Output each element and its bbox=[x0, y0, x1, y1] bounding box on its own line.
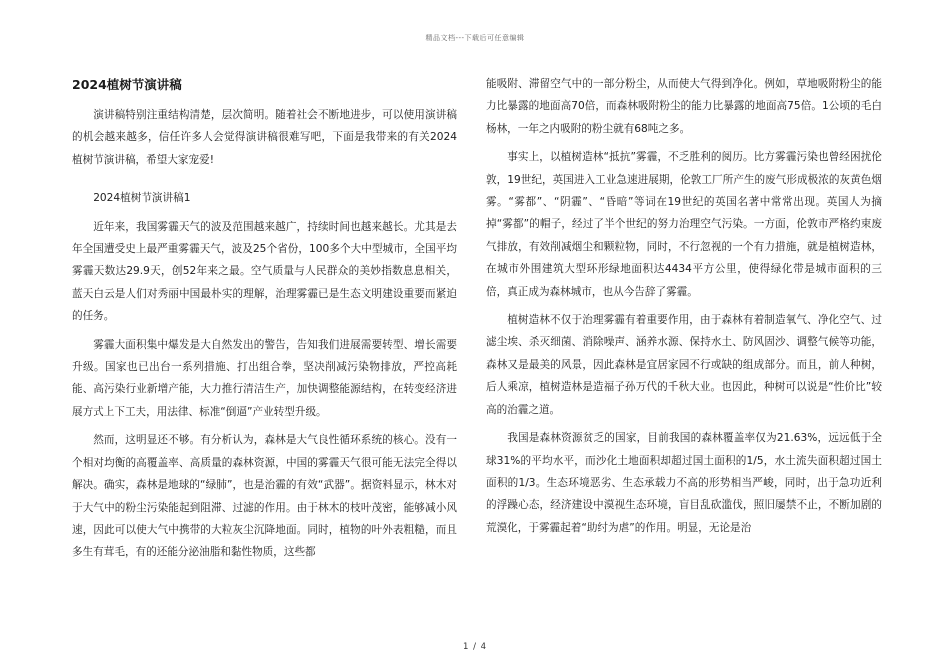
body-paragraph: 我国是森林资源贫乏的国家，目前我国的森林覆盖率仅为21.63%，远远低于全球31%的平均水平，而沙化土地面积却超过国土面积的1/5，水土流失面积超过国土面积的1/3。生态环境恶劣、生态承载力不高的形势相当严峻，同时，出于急功近利的浮躁心态，经济建设中漠视生态环境，盲目乱砍滥伐，照旧屡禁不止，不断加剧的荒漠化，于雾霾起着“助纣为虐”的作用。明显，无论是治 bbox=[486, 432, 882, 534]
body-paragraph-continued: 能吸附、滞留空气中的一部分粉尘，从而使大气得到净化。例如，草地吸附粉尘的能力比暴露的地面高70倍，而森林吸附粉尘的能力比暴露的地面高75倍。1公顷的毛白杨林，一年之内吸附的粉尘就有68吨之多。 bbox=[486, 78, 882, 135]
intro-paragraph: 演讲稿特别注重结构清楚，层次简明。随着社会不断地进步，可以使用演讲稿的机会越来越多，信任许多人会觉得演讲稿很难写吧，下面是我带来的有关2024植树节演讲稿，希望大家宠爱! bbox=[72, 109, 457, 166]
document-title: 2024植树节演讲稿 bbox=[72, 77, 182, 92]
body-paragraph: 事实上，以植树造林“抵抗”雾霾，不乏胜利的阅历。比方雾霾污染也曾经困扰伦敦，19世纪，英国进入工业急速进展期，伦敦工厂所产生的废气形成极浓的灰黄色烟雾。“雾都”、“阴霾”、“昏暗”等词在19世纪的英国名著中常常出现。英国人为摘掉“雾都”的帽子，经过了半个世纪的努力治理空气污染。一方面，伦敦市严格约束废气排放，有效削减烟尘和颗粒物，同时，不行忽视的一个有力措施，就是植树造林，在城市外围建筑大型环形绿地面积达4434平方公里，使得绿化带是城市面积的三倍，真正成为森林城市，也从今告辞了雾霾。 bbox=[486, 151, 882, 298]
body-paragraph: 雾霾大面积集中爆发是大自然发出的警告，告知我们进展需要转型、增长需要升级。国家也已出台一系列措施、打出组合拳，坚决削减污染物排放，严控高耗能、高污染行业新增产能，大力推行清洁生产，加快调整能源结构，在转变经济进展方式上下工夫，用法律、标准“倒逼”产业转型升级。 bbox=[72, 338, 457, 418]
page-header: 精品文档---下载后可任意编辑 bbox=[425, 34, 525, 42]
left-column bbox=[72, 74, 457, 570]
body-paragraph: 植树造林不仅于治理雾霾有着重要作用，由于森林有着制造氧气、净化空气、过滤尘埃、杀灭细菌、消除噪声、涵养水源、保持水土、防风固沙、调整气候等功能，森林又是最美的风景，因此森林是宜居家园不行或缺的组成部分。而且，前人种树，后人乘凉，植树造林是造福子孙万代的千秋大业。也因此，种树可以说是“性价比”较高的治霾之道。 bbox=[486, 314, 882, 416]
body-paragraph: 近年来，我国雾霾天气的波及范围越来越广，持续时间也越来越长。尤其是去年全国遭受史上最严重雾霾天气，波及25个省份，100多个大中型城市，全国平均雾霾天数达29.9天，创52年来之最。空气质量与人民群众的美妙指数息息相关，蓝天白云是人们对秀丽中国最朴实的理解，治理雾霾已是生态文明建设重要而紧迫的任务。 bbox=[72, 220, 457, 323]
right-column bbox=[486, 73, 882, 545]
body-paragraph: 然而，这明显还不够。有分析认为，森林是大气良性循环系统的核心。没有一个相对均衡的高覆盖率、高质量的森林资源，中国的雾霾天气很可能无法完全得以解决。确实，森林是地球的“绿肺”，也是治霾的有效“武器”。据资料显示，林木对于大气中的粉尘污染能起到阻滞、过滤的作用。由于林木的枝叶茂密，能够减小风速，因此可以使大气中携带的大粒灰尘沉降地面。同时，植物的叶外表粗糙，而且多生有茸毛，有的还能分泌油脂和黏性物质，这些都 bbox=[72, 434, 457, 559]
section-subheading: 2024植树节演讲稿1 bbox=[93, 192, 191, 205]
page-number: 1 / 4 bbox=[462, 642, 488, 652]
